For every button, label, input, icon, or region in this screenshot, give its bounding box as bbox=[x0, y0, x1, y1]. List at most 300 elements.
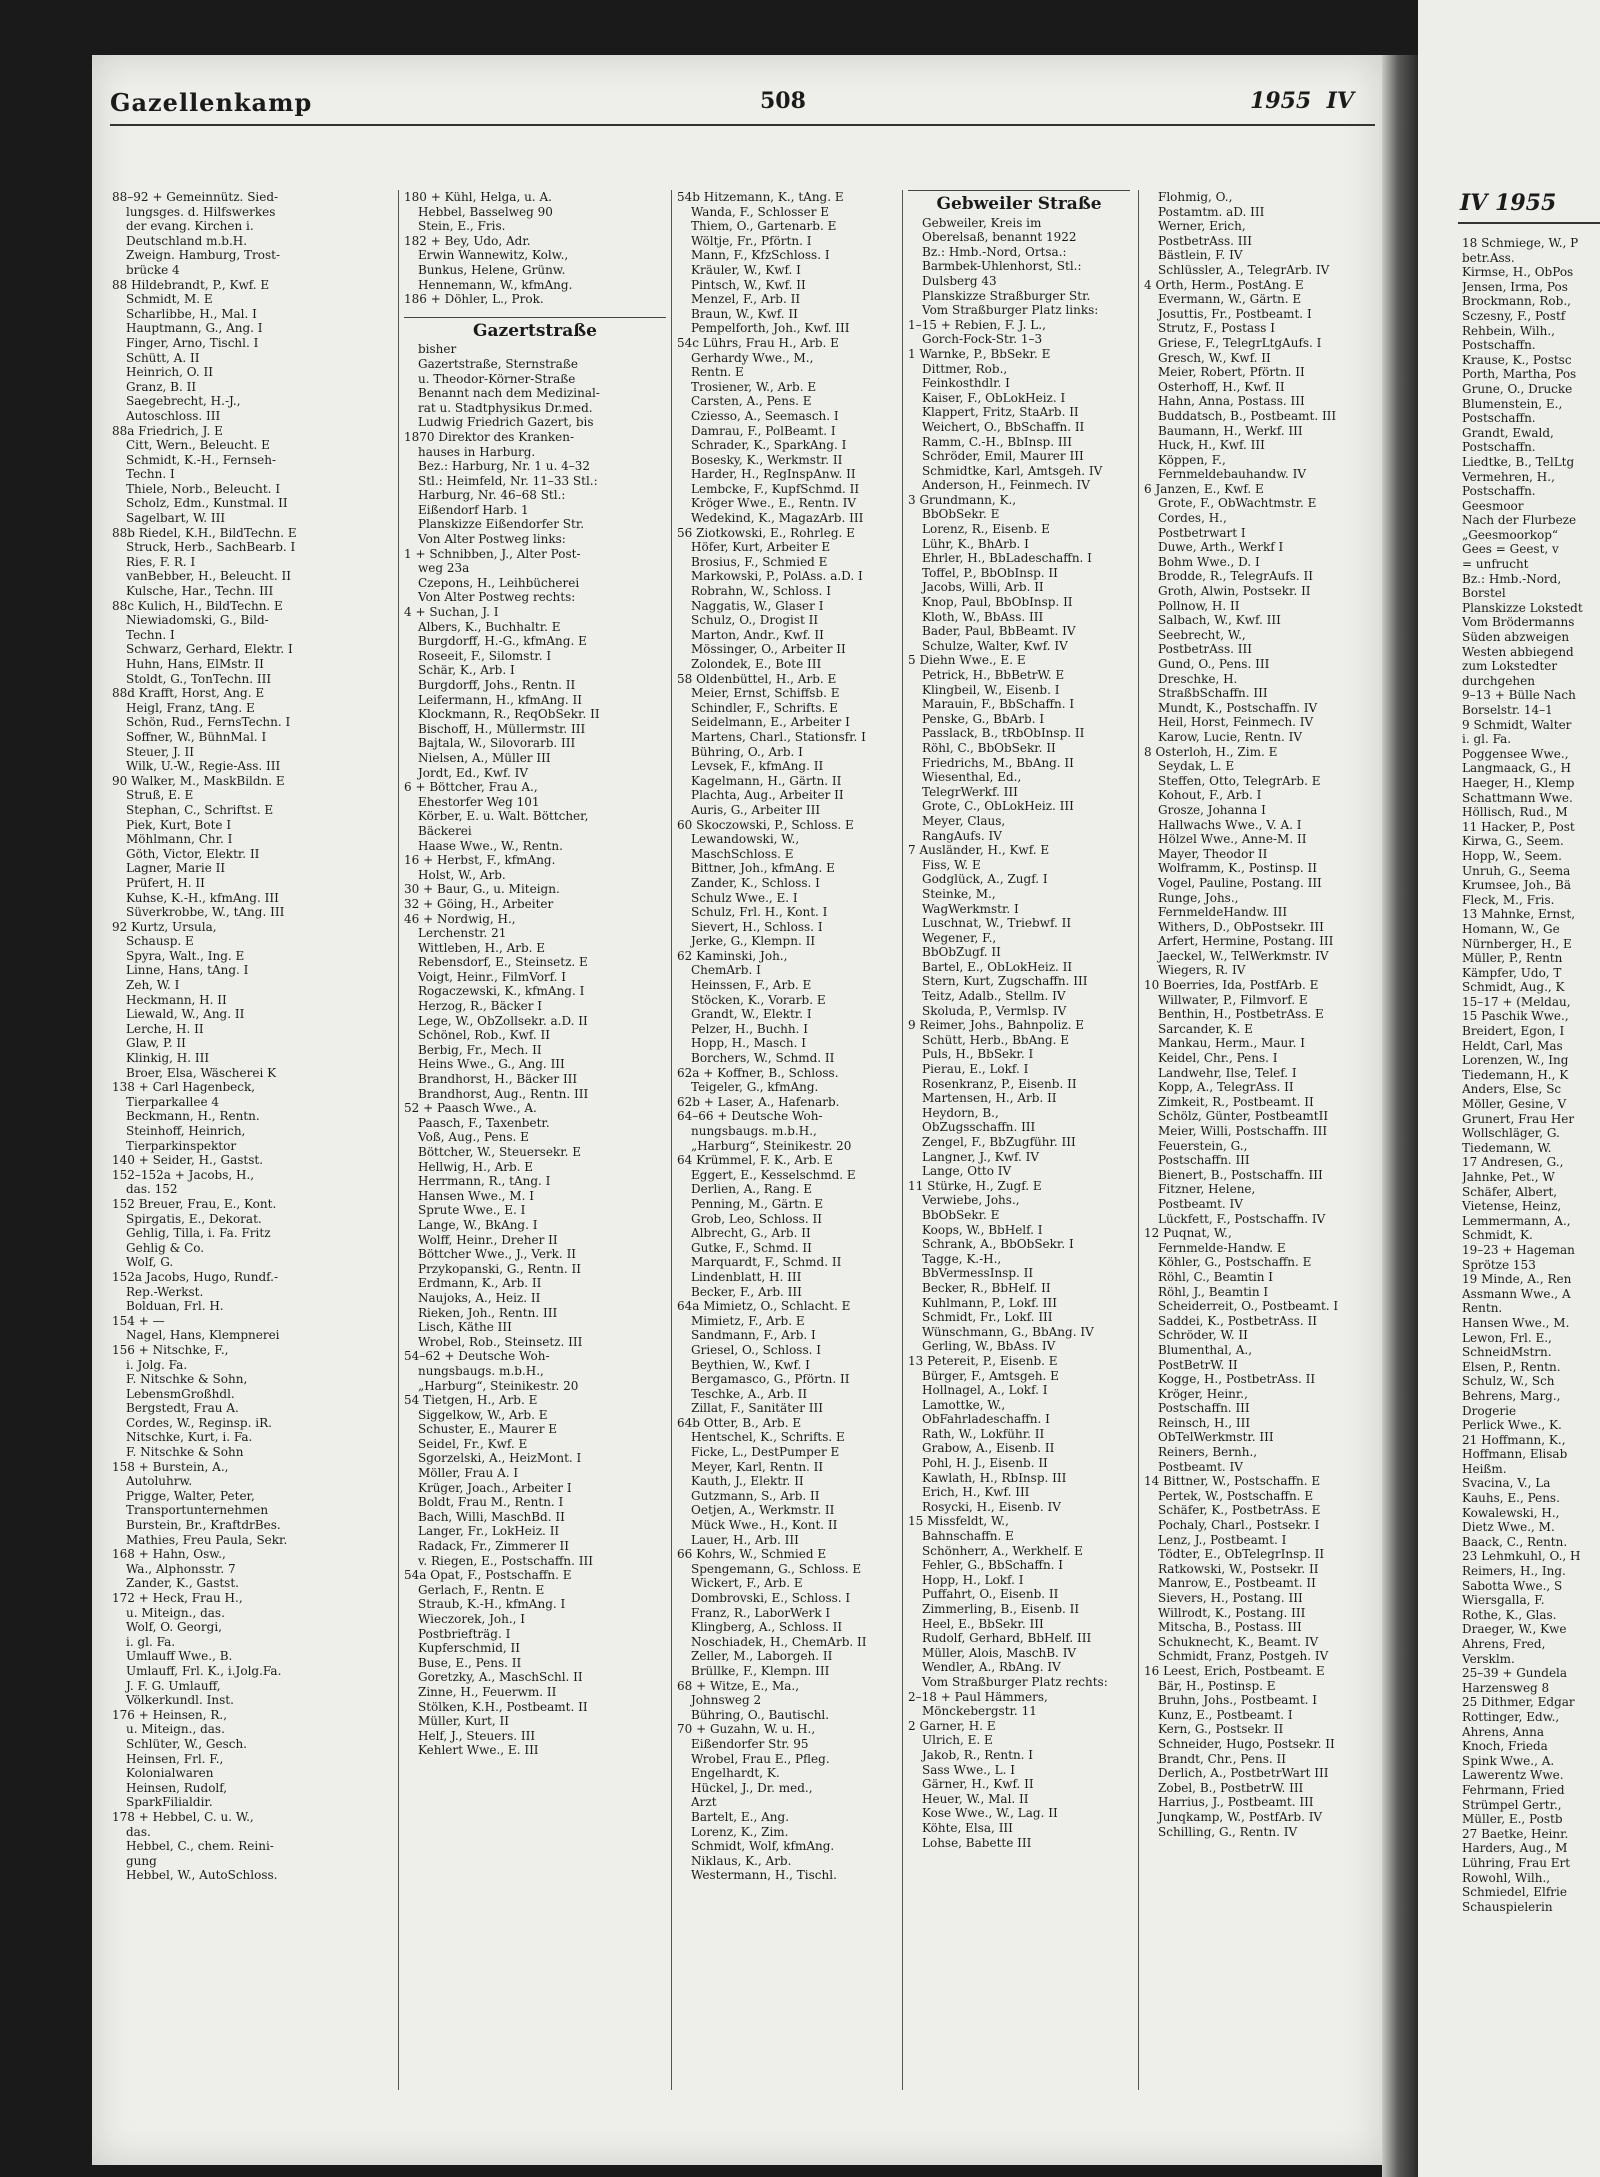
directory-entry: Schär, K., Arb. I bbox=[418, 663, 515, 678]
directory-entry: 54b Hitzemann, K., tAng. E bbox=[677, 190, 844, 204]
directory-entry: Völkerkundl. Inst. bbox=[126, 1693, 234, 1708]
directory-entry: Levsek, F., kfmAng. II bbox=[691, 759, 824, 774]
directory-entry: Stöcken, K., Vorarb. E bbox=[691, 992, 826, 1007]
directory-entry: 27 Baetke, Heinr. bbox=[1462, 1826, 1569, 1841]
column-3 bbox=[677, 190, 895, 1883]
directory-entry: Kehlert Wwe., E. III bbox=[418, 1743, 539, 1758]
directory-entry: Arfert, Hermine, Postang. III bbox=[1158, 934, 1334, 949]
directory-entry: Mankau, Herm., Maur. I bbox=[1158, 1036, 1306, 1051]
directory-entry: Martens, Charl., Stationsfr. I bbox=[691, 729, 866, 744]
directory-entry: 32 + Göing, H., Arbeiter bbox=[404, 896, 554, 911]
directory-entry: 158 + Burstein, A., bbox=[112, 1459, 229, 1474]
directory-entry: Zweign. Hamburg, Trost- bbox=[126, 248, 281, 263]
directory-entry: Wendler, A., RbAng. IV bbox=[922, 1660, 1061, 1675]
directory-entry: 18 Schmiege, W., P bbox=[1462, 236, 1579, 250]
directory-entry: Rudolf, Gerhard, BbHelf. III bbox=[922, 1631, 1092, 1646]
directory-entry: Petrick, H., BbBetrW. E bbox=[922, 668, 1065, 682]
directory-entry: Jaeckel, W., TelWerkmstr. IV bbox=[1158, 948, 1329, 963]
directory-entry: durchgehen bbox=[1462, 673, 1535, 688]
directory-entry: Struck, Herb., SachBearb. I bbox=[126, 540, 296, 555]
directory-entry: Toffel, P., BbObInsp. II bbox=[922, 565, 1058, 580]
directory-entry: Poggensee Wwe., bbox=[1462, 746, 1569, 761]
directory-entry: Czepons, H., Leihbücherei bbox=[418, 575, 580, 590]
directory-entry: Grob, Leo, Schloss. II bbox=[691, 1211, 822, 1226]
directory-entry: Lagner, Marie II bbox=[126, 861, 226, 876]
directory-entry: 11 Stürke, H., Zugf. E bbox=[908, 1178, 1042, 1193]
directory-entry: Planskizze Straßburger Str. bbox=[922, 288, 1091, 303]
directory-entry: Schindler, F., Schrifts. E bbox=[691, 700, 838, 715]
directory-entry: Schattmann Wwe. bbox=[1462, 790, 1573, 805]
directory-entry: 172 + Heck, Frau H., bbox=[112, 1591, 243, 1605]
directory-entry: Huhn, Hans, ElMstr. II bbox=[126, 657, 264, 671]
directory-entry: Behrens, Marg., bbox=[1462, 1388, 1561, 1403]
directory-entry: Wolff, Heinr., Dreher II bbox=[418, 1232, 558, 1247]
directory-entry: Dreschke, H. bbox=[1158, 671, 1238, 686]
directory-entry: Beythien, W., Kwf. I bbox=[691, 1357, 810, 1372]
directory-entry: Postamtm. aD. III bbox=[1158, 204, 1265, 219]
directory-entry: Tierparkinspektor bbox=[126, 1138, 237, 1153]
directory-entry: Zinne, H., Feuerwm. II bbox=[418, 1684, 557, 1699]
directory-entry: Naggatis, W., Glaser I bbox=[691, 598, 824, 613]
directory-entry: rat u. Stadtphysikus Dr.med. bbox=[418, 400, 593, 415]
directory-entry: Süverkrobbe, W., tAng. III bbox=[126, 905, 285, 920]
directory-entry: Lisch, Käthe III bbox=[418, 1320, 512, 1335]
directory-entry: Willrodt, K., Postang. III bbox=[1158, 1605, 1306, 1620]
directory-entry: Schlüter, W., Gesch. bbox=[126, 1736, 247, 1751]
directory-entry: Nielsen, A., Müller III bbox=[418, 750, 551, 765]
directory-entry: Krumsee, Joh., Bä bbox=[1462, 878, 1571, 893]
directory-entry: Bolduan, Frl. H. bbox=[126, 1299, 224, 1314]
directory-entry: Lamottke, W., bbox=[922, 1397, 1006, 1412]
directory-entry: Mössinger, O., Arbeiter II bbox=[691, 642, 846, 657]
directory-entry: 3 Grundmann, K., bbox=[908, 492, 1017, 507]
column-divider bbox=[671, 190, 672, 2090]
year-volume bbox=[1250, 88, 1354, 114]
directory-entry: Westermann, H., Tischl. bbox=[691, 1868, 837, 1883]
directory-entry: F. Nitschke & Sohn bbox=[126, 1445, 244, 1460]
directory-entry: Willwater, P., Filmvorf. E bbox=[1158, 992, 1308, 1007]
directory-entry: Körber, E. u. Walt. Böttcher, bbox=[418, 809, 589, 824]
directory-entry: Pempelforth, Joh., Kwf. III bbox=[691, 321, 850, 336]
directory-entry: 88c Kulich, H., BildTechn. E bbox=[112, 598, 283, 613]
directory-entry: Beckmann, H., Rentn. bbox=[126, 1109, 260, 1124]
directory-entry: Grunert, Frau Her bbox=[1462, 1111, 1575, 1126]
directory-entry: Luschnat, W., Triebwf. II bbox=[922, 916, 1072, 931]
directory-entry: Harders, Aug., M bbox=[1462, 1841, 1568, 1856]
directory-entry: Zander, K., Gastst. bbox=[126, 1576, 239, 1591]
directory-entry: Erich, H., Kwf. III bbox=[922, 1485, 1030, 1500]
directory-entry: Becker, R., BbHelf. II bbox=[922, 1280, 1051, 1295]
directory-entry: Ahrens, Fred, bbox=[1462, 1637, 1546, 1651]
directory-entry: Köhler, G., Postschaffn. E bbox=[1158, 1255, 1312, 1270]
directory-entry: Schäfer, K., PostbetrAss. E bbox=[1158, 1503, 1321, 1518]
directory-entry: Pochaly, Charl., Postsekr. I bbox=[1158, 1518, 1320, 1533]
directory-entry: Sgorzelski, A., HeizMont. I bbox=[418, 1451, 582, 1466]
directory-entry: Rowohl, Wilh., bbox=[1462, 1870, 1551, 1885]
year: 1955 bbox=[1250, 88, 1312, 114]
directory-entry: Grune, O., Drucke bbox=[1462, 381, 1573, 396]
directory-entry: Möller, Frau A. I bbox=[418, 1466, 519, 1481]
directory-entry: Heinsen, Rudolf, bbox=[126, 1780, 228, 1795]
directory-entry: Schulz, W., Sch bbox=[1462, 1374, 1555, 1389]
directory-entry: Schulz, O., Drogist II bbox=[691, 613, 819, 628]
directory-entry: 10 Boerries, Ida, PostfArb. E bbox=[1144, 978, 1319, 993]
directory-entry: Deutschland m.b.H. bbox=[126, 233, 248, 248]
directory-entry: Gerling, W., BbAss. IV bbox=[922, 1339, 1056, 1354]
directory-entry: 64 Krümmel, F. K., Arb. E bbox=[677, 1153, 833, 1168]
directory-entry: Struß, E. E bbox=[126, 788, 194, 803]
directory-entry: Mitscha, B., Postass. III bbox=[1158, 1620, 1302, 1635]
directory-entry: Schrank, A., BbObSekr. I bbox=[922, 1237, 1074, 1252]
directory-entry: weg 23a bbox=[418, 561, 470, 576]
directory-entry: Knoch, Frieda bbox=[1462, 1739, 1548, 1754]
directory-entry: Liewald, W., Ang. II bbox=[126, 1007, 245, 1022]
directory-entry: Cordes, W., Reginsp. iR. bbox=[126, 1415, 272, 1430]
directory-entry: Meier, Robert, Pförtn. II bbox=[1158, 365, 1305, 380]
column-5 bbox=[1144, 190, 1366, 1839]
directory-entry: Planskizze Lokstedt bbox=[1462, 600, 1583, 615]
directory-entry: Wolf, O. Georgi, bbox=[126, 1620, 222, 1635]
directory-entry: Heinsen, Frl. F., bbox=[126, 1751, 224, 1766]
directory-entry: Benannt nach dem Medizinal- bbox=[418, 386, 600, 401]
directory-entry: Röhl, C., Beamtin I bbox=[1158, 1269, 1274, 1284]
directory-entry: Grandt, W., Elektr. I bbox=[691, 1007, 812, 1022]
directory-entry: Bruhn, Johs., Postbeamt. I bbox=[1158, 1693, 1318, 1708]
directory-entry: Wolframm, K., Postinsp. II bbox=[1158, 861, 1318, 876]
directory-entry: Sass Wwe., L. I bbox=[922, 1762, 1015, 1777]
directory-entry: Schönherr, A., Werkhelf. E bbox=[922, 1543, 1083, 1558]
directory-entry: Spirgatis, E., Dekorat. bbox=[126, 1211, 262, 1226]
directory-entry: Bergstedt, Frau A. bbox=[126, 1401, 239, 1416]
directory-entry: Mann, F., KfzSchloss. I bbox=[691, 248, 830, 263]
directory-entry: Gutzmann, S., Arb. II bbox=[691, 1488, 820, 1503]
directory-entry: Jerke, G., Klempn. II bbox=[691, 934, 816, 949]
column-divider bbox=[398, 190, 399, 2090]
directory-entry: Bittner, Joh., kfmAng. E bbox=[691, 861, 835, 876]
directory-entry: Breidert, Egon, I bbox=[1462, 1024, 1565, 1039]
directory-entry: 9–13 + Bülle Nach bbox=[1462, 688, 1576, 703]
directory-entry: Bienert, B., Postschaffn. III bbox=[1158, 1167, 1323, 1182]
directory-entry: Rosycki, H., Eisenb. IV bbox=[922, 1499, 1061, 1514]
directory-entry: Lühring, Frau Ert bbox=[1462, 1855, 1571, 1870]
directory-entry: 56 Ziotkowski, E., Rohrleg. E bbox=[677, 525, 855, 540]
directory-entry: Liedtke, B., TelLtg bbox=[1462, 454, 1575, 469]
directory-entry: Ahrens, Anna bbox=[1462, 1724, 1545, 1739]
directory-entry: 23 Lehmkuhl, O., H bbox=[1462, 1549, 1581, 1564]
directory-entry: Hansen Wwe., M. bbox=[1462, 1315, 1570, 1330]
directory-entry: Bartel, E., ObLokHeiz. II bbox=[922, 959, 1073, 974]
directory-entry: 1–15 + Rebien, F. J. L., bbox=[908, 317, 1046, 332]
directory-entry: Kogge, H., PostbetrAss. II bbox=[1158, 1372, 1316, 1387]
directory-entry: Heinssen, F., Arb. E bbox=[691, 978, 812, 993]
directory-entry: Klockmann, R., ReqObSekr. II bbox=[418, 707, 600, 722]
directory-entry: Broer, Elsa, Wäscherei K bbox=[126, 1065, 277, 1080]
directory-entry: Bästlein, F. IV bbox=[1158, 248, 1243, 263]
directory-entry: 21 Hoffmann, K., bbox=[1462, 1432, 1566, 1447]
directory-entry: Borchers, W., Schmd. II bbox=[691, 1051, 835, 1066]
directory-entry: Wa., Alphonsstr. 7 bbox=[126, 1561, 236, 1576]
directory-entry: „Geesmoorkop“ bbox=[1462, 527, 1559, 542]
directory-entry: Bz.: Hmb.-Nord, bbox=[1462, 571, 1562, 586]
directory-entry: Bahnschaffn. E bbox=[922, 1529, 1014, 1544]
directory-entry: Zobel, B., PostbetrW. III bbox=[1158, 1780, 1304, 1795]
directory-entry: Pelzer, H., Buchh. I bbox=[691, 1021, 808, 1036]
directory-entry: Pohl, H. J., Eisenb. II bbox=[922, 1456, 1048, 1471]
directory-entry: Eißendorfer Str. 95 bbox=[691, 1736, 809, 1751]
directory-entry: Knop, Paul, BbObInsp. II bbox=[922, 595, 1073, 610]
directory-entry: Heuer, W., Mal. II bbox=[922, 1791, 1029, 1806]
directory-entry: „Harburg“, Steinikestr. 20 bbox=[691, 1138, 852, 1153]
directory-entry: Groth, Alwin, Postsekr. II bbox=[1158, 584, 1311, 599]
directory-entry: Drogerie bbox=[1462, 1403, 1517, 1418]
directory-entry: 16 Leest, Erich, Postbeamt. E bbox=[1144, 1663, 1325, 1678]
directory-entry: Puffahrt, O., Eisenb. II bbox=[922, 1587, 1059, 1602]
directory-entry: 70 + Guzahn, W. u. H., bbox=[677, 1722, 816, 1737]
directory-entry: Kowalewski, H., bbox=[1462, 1505, 1560, 1520]
directory-entry: Boldt, Frau M., Rentn. I bbox=[418, 1495, 564, 1510]
directory-entry: Zengel, F., BbZugführ. III bbox=[922, 1135, 1076, 1149]
directory-entry: Ludwig Friedrich Gazert, bis bbox=[418, 415, 594, 430]
directory-entry: Heißm. bbox=[1462, 1461, 1507, 1476]
directory-entry: Bajtala, W., Silovorarb. III bbox=[418, 736, 576, 751]
directory-entry: Ramm, C.-H., BbInsp. III bbox=[922, 434, 1073, 449]
directory-entry: Schölz, Günter, PostbeamtII bbox=[1158, 1109, 1329, 1124]
directory-entry: Burstein, Br., KraftdrBes. bbox=[126, 1518, 281, 1533]
directory-entry: Pintsch, W., Kwf. II bbox=[691, 277, 806, 292]
directory-entry: Stölken, K.H., Postbeamt. II bbox=[418, 1699, 588, 1714]
directory-entry: Leifermann, H., kfmAng. II bbox=[418, 692, 582, 707]
directory-entry: Vom Straßburger Platz links: bbox=[922, 303, 1099, 318]
directory-entry: Postbetrwart I bbox=[1158, 525, 1246, 540]
directory-entry: Naujoks, A., Heiz. II bbox=[418, 1290, 541, 1305]
directory-entry: Schauspielerin bbox=[1462, 1899, 1553, 1914]
directory-entry: Fleck, M., Fris. bbox=[1462, 892, 1555, 907]
directory-entry: Krüger, Joach., Arbeiter I bbox=[418, 1480, 572, 1495]
directory-entry: Rath, W., Lokführ. II bbox=[922, 1426, 1045, 1441]
directory-entry: 168 + Hahn, Osw., bbox=[112, 1547, 226, 1562]
directory-entry: Kuhlmann, P., Lokf. III bbox=[922, 1295, 1058, 1310]
directory-entry: Burgdorff, Johs., Rentn. II bbox=[418, 678, 576, 692]
street-title-gazertstrasse: Gazertstraße bbox=[404, 317, 666, 339]
directory-entry: 60 Skoczowski, P., Schloss. E bbox=[677, 817, 854, 832]
directory-entry: Gazertstraße, Sternstraße bbox=[418, 356, 578, 371]
directory-entry: Tagge, K.-H., bbox=[922, 1251, 1002, 1266]
directory-entry: 19–23 + Hageman bbox=[1462, 1242, 1575, 1257]
directory-entry: Herrmann, R., tAng. I bbox=[418, 1174, 551, 1189]
directory-entry: 152–152a + Jacobs, H., bbox=[112, 1167, 255, 1182]
directory-entry: Schwarz, Gerhard, Elektr. I bbox=[126, 642, 293, 657]
directory-entry: Elsen, P., Rentn. bbox=[1462, 1359, 1561, 1374]
directory-entry: Franz, R., LaborWerk I bbox=[691, 1605, 831, 1620]
directory-entry: Haeger, H., Klemp bbox=[1462, 775, 1575, 790]
directory-entry: Brosius, F., Schmied E bbox=[691, 554, 828, 569]
directory-entry: hauses in Harburg. bbox=[418, 444, 536, 459]
directory-entry: Radack, Fr., Zimmerer II bbox=[418, 1539, 570, 1554]
directory-entry: Ratkowski, W., Postsekr. II bbox=[1158, 1561, 1319, 1576]
directory-entry: Vom Straßburger Platz rechts: bbox=[922, 1674, 1108, 1689]
directory-entry: Schütt, A. II bbox=[126, 350, 200, 365]
directory-entry: Planskizze Eißendorfer Str. bbox=[418, 517, 585, 532]
directory-entry: Köhte, Elsa, III bbox=[922, 1820, 1013, 1835]
directory-entry: Grosze, Johanna I bbox=[1158, 802, 1266, 817]
directory-entry: Kirmse, H., ObPos bbox=[1462, 265, 1574, 280]
directory-entry: Rehbein, Wilh., bbox=[1462, 323, 1555, 338]
directory-entry: Martensen, H., Arb. II bbox=[922, 1091, 1057, 1106]
directory-entry: Johnsweg 2 bbox=[691, 1693, 762, 1708]
directory-entry: Schmiedel, Elfrie bbox=[1462, 1885, 1567, 1900]
directory-entry: 64–66 + Deutsche Woh- bbox=[677, 1109, 823, 1124]
directory-entry: 90 Walker, M., MaskBildn. E bbox=[112, 773, 285, 788]
directory-entry: Rothe, K., Glas. bbox=[1462, 1607, 1557, 1622]
column-divider bbox=[1138, 190, 1139, 2090]
directory-entry: Fiss, W. E bbox=[922, 857, 981, 872]
directory-entry: Schrader, K., SparkAng. I bbox=[691, 438, 847, 453]
directory-entry: Becker, F., Arb. III bbox=[691, 1284, 802, 1299]
facing-page-rule bbox=[1458, 222, 1600, 224]
directory-entry: Postbriefträg. I bbox=[418, 1626, 511, 1641]
directory-entry: Röhl, C., BbObSekr. II bbox=[922, 740, 1056, 755]
directory-entry: Borselstr. 14–1 bbox=[1462, 703, 1553, 717]
directory-entry: Schuknecht, K., Beamt. IV bbox=[1158, 1634, 1319, 1649]
directory-entry: Reimers, H., Ing. bbox=[1462, 1564, 1566, 1579]
directory-entry: Teitz, Adalb., Stellm. IV bbox=[922, 989, 1066, 1004]
directory-entry: Derlien, A., Rang. E bbox=[691, 1182, 812, 1197]
directory-entry: Hellwig, H., Arb. E bbox=[418, 1159, 534, 1174]
directory-entry: Friedrichs, M., BbAng. II bbox=[922, 755, 1074, 770]
directory-entry: Godglück, A., Zugf. I bbox=[922, 872, 1048, 887]
directory-entry: Dombrovski, E., Schloss. I bbox=[691, 1591, 851, 1605]
directory-entry: Soffner, W., BühnMal. I bbox=[126, 729, 267, 744]
directory-entry: Steinhoff, Heinrich, bbox=[126, 1124, 246, 1138]
directory-entry: Stephan, C., Schriftst. E bbox=[126, 802, 274, 817]
directory-entry: Wiesenthal, Ed., bbox=[922, 770, 1022, 785]
directory-entry: Hölzel Wwe., Anne-M. II bbox=[1158, 832, 1307, 847]
directory-entry: Evermann, W., Gärtn. E bbox=[1158, 292, 1302, 307]
directory-entry: 88b Riedel, K.H., BildTechn. E bbox=[112, 525, 297, 540]
directory-entry: Thiele, Norb., Beleucht. I bbox=[126, 481, 281, 496]
directory-entry: StraßbSchaffn. III bbox=[1158, 686, 1268, 701]
directory-entry: Trosiener, W., Arb. E bbox=[691, 379, 817, 394]
directory-entry: 19 Minde, A., Ren bbox=[1462, 1272, 1572, 1287]
directory-entry: 2–18 + Paul Hämmers, bbox=[908, 1689, 1048, 1704]
directory-entry: RangAufs. IV bbox=[922, 828, 1002, 843]
directory-entry: 1 + Schnibben, J., Alter Post- bbox=[404, 546, 581, 561]
directory-entry: Steffen, Otto, TelegrArb. E bbox=[1158, 773, 1321, 788]
directory-entry: Rogaczewski, K., kfmAng. I bbox=[418, 984, 585, 999]
directory-entry: 140 + Seider, H., Gastst. bbox=[112, 1153, 264, 1168]
directory-entry: Autoschloss. III bbox=[126, 408, 221, 423]
directory-entry: Baack, C., Rentn. bbox=[1462, 1534, 1568, 1549]
directory-entry: Hopp, H., Masch. I bbox=[691, 1036, 807, 1051]
directory-entry: Runge, Johs., bbox=[1158, 890, 1239, 905]
directory-entry: Perlick Wwe., K. bbox=[1462, 1418, 1562, 1433]
directory-entry: Harrius, J., Postbeamt. III bbox=[1158, 1795, 1314, 1810]
directory-entry: Lewandowski, W., bbox=[691, 832, 800, 847]
directory-entry: 54a Opat, F., Postschaffn. E bbox=[404, 1568, 572, 1583]
directory-entry: BbObZugf. II bbox=[922, 945, 1001, 960]
directory-entry: Heinrich, O. II bbox=[126, 365, 214, 380]
directory-entry: Gerhardy Wwe., M., bbox=[691, 350, 814, 365]
directory-entry: Jakob, R., Rentn. I bbox=[922, 1747, 1034, 1762]
directory-entry: Brüllke, F., Klempn. III bbox=[691, 1663, 830, 1678]
directory-entry: Mayer, Theodor II bbox=[1158, 846, 1268, 861]
directory-entry: 25 Dithmer, Edgar bbox=[1462, 1695, 1575, 1710]
directory-entry: Tierparkallee 4 bbox=[126, 1094, 220, 1109]
directory-entry: Bader, Paul, BbBeamt. IV bbox=[922, 624, 1076, 639]
directory-entry: FernmeldeHandw. III bbox=[1158, 905, 1288, 920]
column-2-body bbox=[404, 342, 666, 1758]
directory-entry: Eggert, E., Kesselschmd. E bbox=[691, 1167, 856, 1182]
directory-entry: Wanda, F., Schlosser E bbox=[691, 204, 829, 219]
directory-entry: Jacobs, Willi, Arb. II bbox=[922, 580, 1044, 595]
directory-entry: Rosenkranz, P., Eisenb. II bbox=[922, 1076, 1077, 1091]
directory-entry: Mathies, Freu Paula, Sekr. bbox=[126, 1532, 288, 1547]
directory-entry: Kopp, A., TelegrAss. II bbox=[1158, 1080, 1294, 1095]
directory-entry: Nürnberger, H., E bbox=[1462, 936, 1572, 951]
directory-entry: 2 Garner, H. E bbox=[908, 1718, 996, 1733]
directory-entry: Helf, J., Steuers. III bbox=[418, 1728, 536, 1743]
directory-entry: i. gl. Fa. bbox=[126, 1634, 176, 1649]
directory-entry: Gärner, H., Kwf. II bbox=[922, 1777, 1034, 1792]
directory-entry: Rebensdorf, E., Steinsetz. E bbox=[418, 955, 588, 970]
directory-entry: Griesel, O., Schloss. I bbox=[691, 1342, 821, 1357]
directory-entry: Grabow, A., Eisenb. II bbox=[922, 1441, 1055, 1456]
directory-entry: Ehestorfer Weg 101 bbox=[418, 794, 540, 809]
directory-entry: Finger, Arno, Tischl. I bbox=[126, 335, 259, 350]
directory-entry: Lühr, K., BhArb. I bbox=[922, 536, 1029, 551]
facing-page bbox=[1418, 0, 1600, 2177]
directory-entry: Damrau, F., PolBeamt. I bbox=[691, 423, 836, 438]
directory-entry: Kauhs, E., Pens. bbox=[1462, 1491, 1560, 1506]
directory-entry: Spyra, Walt., Ing. E bbox=[126, 948, 245, 963]
directory-entry: Harder, H., RegInspAnw. II bbox=[691, 467, 856, 482]
directory-entry: 52 + Paasch Wwe., A. bbox=[404, 1101, 537, 1116]
directory-entry: Tiedemann, H., K bbox=[1462, 1067, 1569, 1082]
directory-entry: Koops, W., BbHelf. I bbox=[922, 1222, 1043, 1237]
directory-entry: Heil, Horst, Feinmech. IV bbox=[1158, 715, 1314, 730]
directory-entry: 30 + Baur, G., u. Miteign. bbox=[404, 882, 560, 897]
directory-entry: Wedekind, K., MagazArb. III bbox=[691, 511, 864, 526]
directory-entry: Holst, W., Arb. bbox=[418, 867, 506, 882]
directory-entry: Harburg, Nr. 46–68 Stl.: bbox=[418, 488, 566, 503]
directory-entry: Markowski, P., PolAss. a.D. I bbox=[691, 569, 863, 584]
directory-entry: Saddei, K., PostbetrAss. II bbox=[1158, 1313, 1317, 1328]
directory-entry: Brandt, Chr., Pens. II bbox=[1158, 1751, 1286, 1766]
directory-entry: Seebrecht, W., bbox=[1158, 627, 1246, 642]
directory-entry: 88 Hildebrandt, P., Kwf. E bbox=[112, 277, 270, 292]
directory-entry: Umlauff Wwe., B. bbox=[126, 1649, 233, 1664]
directory-entry: Citt, Wern., Beleucht. E bbox=[126, 438, 270, 453]
directory-entry: Porth, Martha, Pos bbox=[1462, 367, 1577, 382]
street-title-gebweiler: Gebweiler Straße bbox=[908, 190, 1130, 212]
directory-entry: Marquardt, F., Schmd. II bbox=[691, 1255, 842, 1270]
directory-entry: Siggelkow, W., Arb. E bbox=[418, 1407, 548, 1422]
directory-entry: 88d Krafft, Horst, Ang. E bbox=[112, 686, 265, 701]
directory-entry: Klinkig, H. III bbox=[126, 1051, 210, 1066]
directory-entry: Zander, K., Schloss. I bbox=[691, 875, 820, 890]
directory-entry: Sievert, H., Schloss. I bbox=[691, 919, 823, 934]
directory-entry: Pierau, E., Lokf. I bbox=[922, 1062, 1029, 1077]
directory-entry: Wickert, F., Arb. E bbox=[691, 1576, 803, 1591]
directory-entry: TelegrWerkf. III bbox=[922, 784, 1018, 799]
directory-entry: Jordt, Ed., Kwf. IV bbox=[418, 765, 529, 780]
directory-entry: 156 + Nitschke, F., bbox=[112, 1342, 229, 1357]
directory-entry: Hopp, W., Seem. bbox=[1462, 848, 1562, 863]
directory-entry: Eißendorf Harb. 1 bbox=[418, 502, 529, 517]
directory-entry: zum Lokstedter bbox=[1462, 659, 1558, 674]
directory-entry: Feuerstein, G., bbox=[1158, 1138, 1248, 1153]
directory-entry: Fernmelde-Handw. E bbox=[1158, 1240, 1286, 1255]
